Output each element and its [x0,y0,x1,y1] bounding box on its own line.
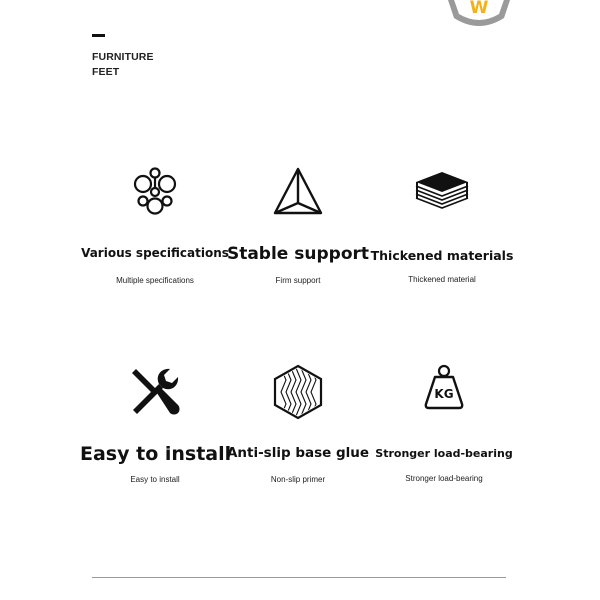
feature-subtitle: Firm support [275,276,321,285]
feature-anti-slip-base-glue [223,366,373,496]
feature-stronger-load-bearing [369,366,519,496]
feature-title: Thickened materials [370,248,514,263]
kg-label: KG [434,387,454,401]
kg-weight-icon [422,364,466,410]
feature-subtitle: Easy to install [130,475,180,484]
accent-dash [92,34,105,37]
pyramid-icon [273,167,323,217]
heading-line-1: FURNITURE [92,51,154,63]
feature-stable-support [223,165,373,295]
feature-various-specifications [80,165,230,295]
page-heading [92,50,154,80]
molecule-circles-icon [130,165,180,217]
feature-subtitle: Multiple specifications [116,276,194,285]
logo-letter: W [469,0,489,18]
feature-title: Various specifications [81,246,229,260]
feature-title: Stronger load-bearing [375,447,513,460]
feature-subtitle: Stronger load-bearing [405,474,483,483]
feature-subtitle: Thickened material [408,275,476,284]
bottom-divider [92,577,506,578]
feature-title: Easy to install [80,443,232,465]
feature-thickened-materials [367,165,517,295]
feature-subtitle: Non-slip primer [270,475,326,484]
tools-wrench-screwdriver-icon [129,366,181,418]
feature-easy-to-install [80,366,230,496]
feature-title: Stable support [226,244,370,264]
hexagon-zigzag-icon [272,364,324,420]
layered-sheets-icon [414,170,470,212]
feature-title: Anti-slip base glue [226,445,370,461]
heading-line-2: FEET [92,66,120,78]
brand-logo [442,0,516,30]
